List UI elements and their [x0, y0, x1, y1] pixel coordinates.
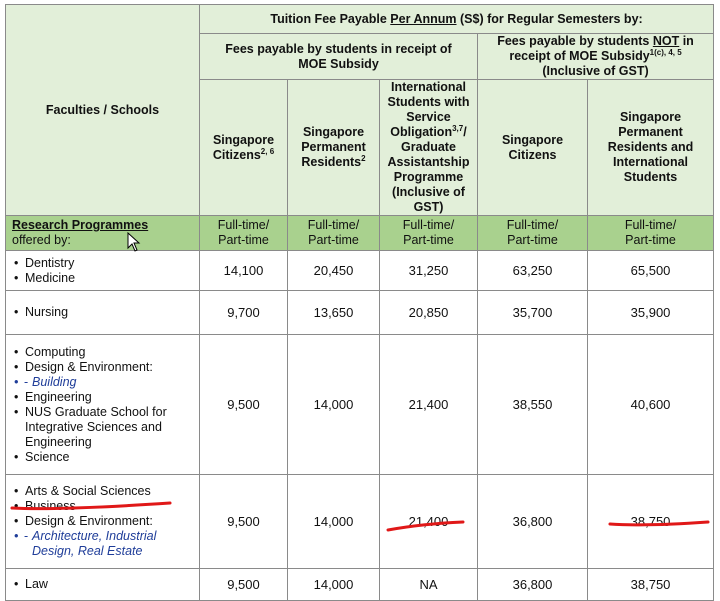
mode-cell: Full-time/ Part-time	[588, 216, 714, 251]
fee-cell: 35,700	[478, 291, 588, 335]
col-header-sg-pr: Singapore Permanent Residents$^2$	[288, 80, 380, 216]
fee-cell: 14,000	[288, 475, 380, 569]
subsidy-group-header: Fees payable by students in receipt of MOE Subsidy	[200, 34, 478, 80]
mouse-cursor-icon	[127, 232, 141, 252]
mode-cell: Full-time/ Part-time	[200, 216, 288, 251]
mode-cell: Full-time/ Part-time	[380, 216, 478, 251]
faculty-sub-item: • - Architecture, Industrial Design, Real Estate	[14, 529, 199, 559]
col-header-nosub-pr-intl: Singapore Permanent Residents and International Students	[588, 80, 714, 216]
fee-header-title: Tuition Fee Payable Per Annum (S$) for Regular Semesters by:	[200, 5, 714, 34]
faculty-list	[6, 251, 200, 291]
fee-cell: 14,100	[200, 251, 288, 291]
faculty-item: • Design & Environment:	[14, 360, 199, 375]
table-row	[6, 335, 714, 475]
faculty-item: • NUS Graduate School for Integrative Sciences and Engineering	[14, 405, 199, 450]
fee-cell: 20,450	[288, 251, 380, 291]
table-row	[6, 475, 714, 569]
fee-cell: 21,400	[380, 475, 478, 569]
fee-cell: 38,750	[588, 569, 714, 601]
fee-cell: 21,400	[380, 335, 478, 475]
fee-cell: 40,600	[588, 335, 714, 475]
faculty-item: • Computing	[14, 345, 199, 360]
mode-cell: Full-time/ Part-time	[478, 216, 588, 251]
col-header-nosub-sg-citizens: Singapore Citizens	[478, 80, 588, 216]
table-row	[6, 291, 714, 335]
faculty-list	[6, 475, 200, 569]
fee-cell: 14,000	[288, 569, 380, 601]
fee-cell: 38,750	[588, 475, 714, 569]
fee-cell: 31,250	[380, 251, 478, 291]
faculty-item: • Dentistry	[14, 256, 199, 271]
faculty-item: • Nursing	[14, 305, 199, 320]
fee-cell: 38,550	[478, 335, 588, 475]
tuition-fee-table	[5, 4, 714, 601]
table-row	[6, 569, 714, 601]
mode-cell: Full-time/ Part-time	[288, 216, 380, 251]
col-header-intl-service: International Students with Service Obligation$^{3,7}$/ Graduate Assistantship Programme (Inclusive of GST)	[380, 80, 478, 216]
table-row	[6, 251, 714, 291]
fee-cell: 13,650	[288, 291, 380, 335]
fee-cell: 9,700	[200, 291, 288, 335]
fee-cell: 63,250	[478, 251, 588, 291]
fee-cell: 20,850	[380, 291, 478, 335]
fee-cell: 9,500	[200, 475, 288, 569]
faculty-list	[6, 569, 200, 601]
faculty-item: • Engineering	[14, 390, 199, 405]
faculty-item: • Business	[14, 499, 199, 514]
faculties-header: Faculties / Schools	[6, 5, 200, 216]
faculty-list	[6, 291, 200, 335]
faculty-item: • Law	[14, 577, 199, 592]
faculty-item: • Science	[14, 450, 199, 465]
no-subsidy-group-header: Fees payable by students NOT in receipt of MOE Subsidy$^{1(c), 4, 5}$ (Inclusive of GST)	[478, 34, 714, 80]
fee-cell: 14,000	[288, 335, 380, 475]
fee-cell: 65,500	[588, 251, 714, 291]
col-header-sg-citizens: Singapore Citizens$^{2, 6}$	[200, 80, 288, 216]
fee-cell: 9,500	[200, 335, 288, 475]
research-programmes-label: Research Programmes offered by:	[6, 216, 200, 251]
faculty-sub-item: • - Building	[14, 375, 199, 390]
faculty-list	[6, 335, 200, 475]
fee-cell: 36,800	[478, 475, 588, 569]
faculty-item: • Design & Environment:	[14, 514, 199, 529]
faculty-item: • Medicine	[14, 271, 199, 286]
fee-cell: 36,800	[478, 569, 588, 601]
fee-cell: NA	[380, 569, 478, 601]
fee-cell: 9,500	[200, 569, 288, 601]
faculty-item: • Arts & Social Sciences	[14, 484, 199, 499]
fee-cell: 35,900	[588, 291, 714, 335]
